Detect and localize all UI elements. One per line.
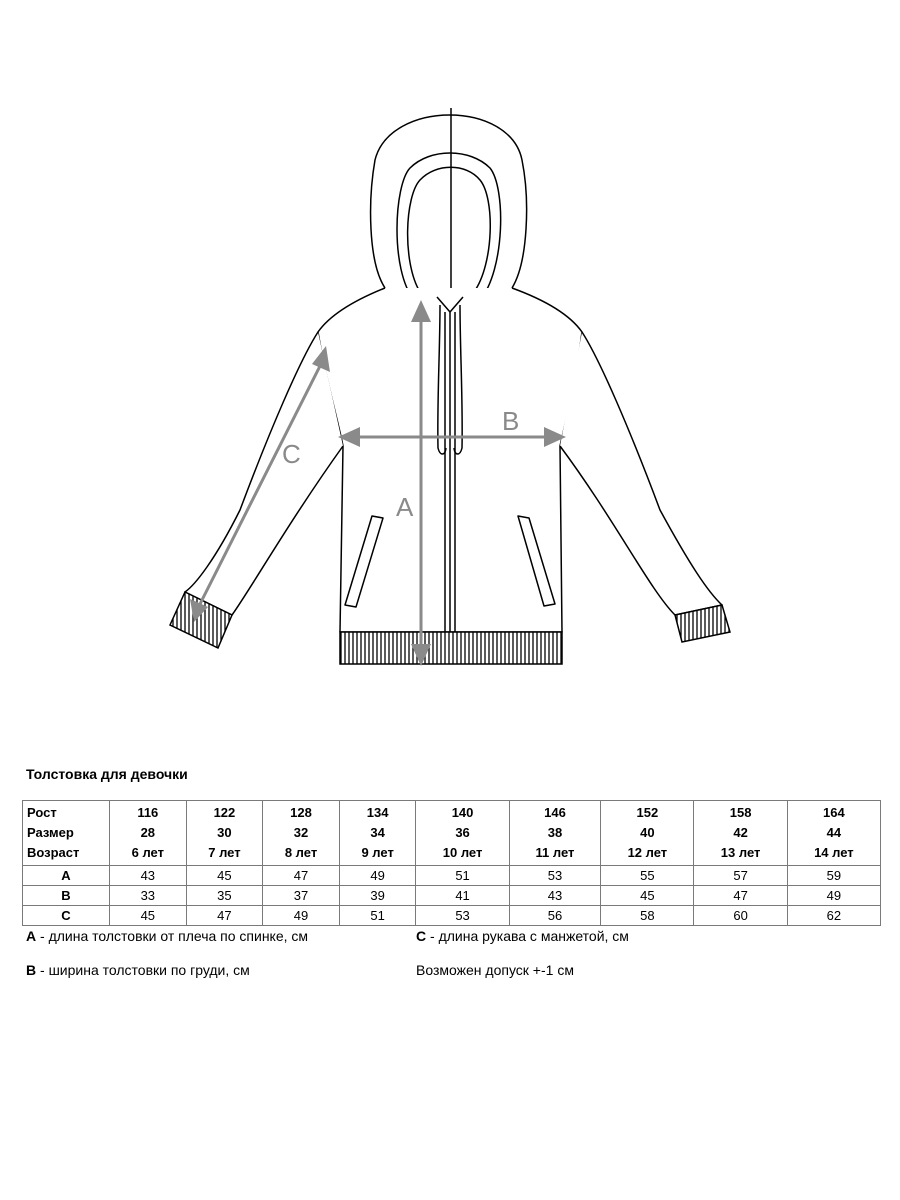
header-col-9 [787,801,880,866]
header-value: 6 лет [131,845,164,860]
table-cell: 47 [186,906,263,926]
header-labels-cell [23,801,110,866]
note-a-key: A [26,928,37,944]
header-value: 116 [137,805,159,820]
header-value: 12 лет [627,845,668,860]
header-value: 128 [290,805,312,820]
header-value: 32 [293,825,309,840]
table-cell: 45 [186,866,263,886]
table-cell: 33 [110,886,187,906]
table-cell: 39 [339,886,416,906]
header-value: 152 [636,805,659,820]
header-value: 140 [451,805,474,820]
header-value: 8 лет [284,845,318,860]
hood-opening-outer [397,153,501,300]
table-cell: 49 [787,886,880,906]
header-col-4 [339,801,416,866]
header-label-age: Возраст [27,845,80,860]
table-cell: 53 [509,866,601,886]
table-cell: 47 [694,886,787,906]
header-value: 122 [213,805,236,820]
header-col-6 [509,801,601,866]
note-b-key: B [26,962,37,978]
header-value: 36 [455,825,470,840]
table-cell: 49 [263,906,340,926]
header-value: 42 [733,825,748,840]
header-value: 38 [547,825,563,840]
header-col-7 [601,801,694,866]
chart-title: Толстовка для девочки [26,766,188,782]
size-table [22,800,881,926]
table-cell: 53 [416,906,509,926]
label-c: C [282,439,301,469]
header-value: 11 лет [535,845,575,860]
header-value: 13 лет [720,845,761,860]
header-col-3 [263,801,340,866]
header-value: 9 лет [361,845,394,860]
label-a: A [396,492,414,522]
table-cell: 59 [787,866,880,886]
right-sleeve [560,332,722,615]
table-cell: 37 [263,886,340,906]
table-cell: 45 [110,906,187,926]
table-cell: A [23,866,110,886]
table-cell: 62 [787,906,880,926]
note-c-text: - длина рукава с манжетой, см [426,928,629,944]
header-value: 158 [729,805,752,820]
header-value: 146 [544,805,566,820]
table-cell: 35 [186,886,263,906]
note-b-text: - ширина толстовки по груди, см [36,962,250,978]
table-cell: 55 [601,866,694,886]
header-value: 28 [140,825,156,840]
table-cell: 49 [339,866,416,886]
table-cell: 51 [339,906,416,926]
table-cell: 41 [416,886,509,906]
waistband-rib [340,632,562,664]
table-cell: 60 [694,906,787,926]
table-row-b [23,886,881,906]
label-b: B [502,406,520,436]
header-col-1 [110,801,187,866]
table-cell: 47 [263,866,340,886]
header-value: 44 [826,825,842,840]
table-cell: 58 [601,906,694,926]
header-value: 10 лет [442,845,483,860]
header-col-8 [694,801,787,866]
table-cell: B [23,886,110,906]
table-cell: C [23,906,110,926]
table-cell: 45 [601,886,694,906]
header-label-size: Размер [27,825,74,840]
note-c [416,928,629,944]
note-c-key: C [416,928,427,944]
table-cell: 56 [509,906,601,926]
header-col-5 [416,801,509,866]
header-value: 164 [823,805,845,820]
hood-opening-inner [408,167,491,292]
table-cell: 51 [416,866,509,886]
hood-outer [371,115,527,288]
header-value: 7 лет [208,845,241,860]
header-value: 14 лет [814,845,854,860]
table-header-row [23,801,881,866]
header-value: 134 [366,805,389,820]
header-col-2 [186,801,263,866]
note-b [26,962,250,978]
table-row-a [23,866,881,886]
left-sleeve [185,332,343,615]
table-cell: 43 [110,866,187,886]
header-value: 34 [370,825,385,840]
note-a [26,928,308,944]
header-label-height: Рост [27,805,57,820]
header-value: 30 [217,825,232,840]
note-a-text: - длина толстовки от плеча по спинке, см [36,928,309,944]
table-row-c [23,906,881,926]
note-tolerance: Возможен допуск +-1 см [416,962,574,978]
table-cell: 43 [509,886,601,906]
header-value: 40 [640,825,655,840]
table-cell: 57 [694,866,787,886]
